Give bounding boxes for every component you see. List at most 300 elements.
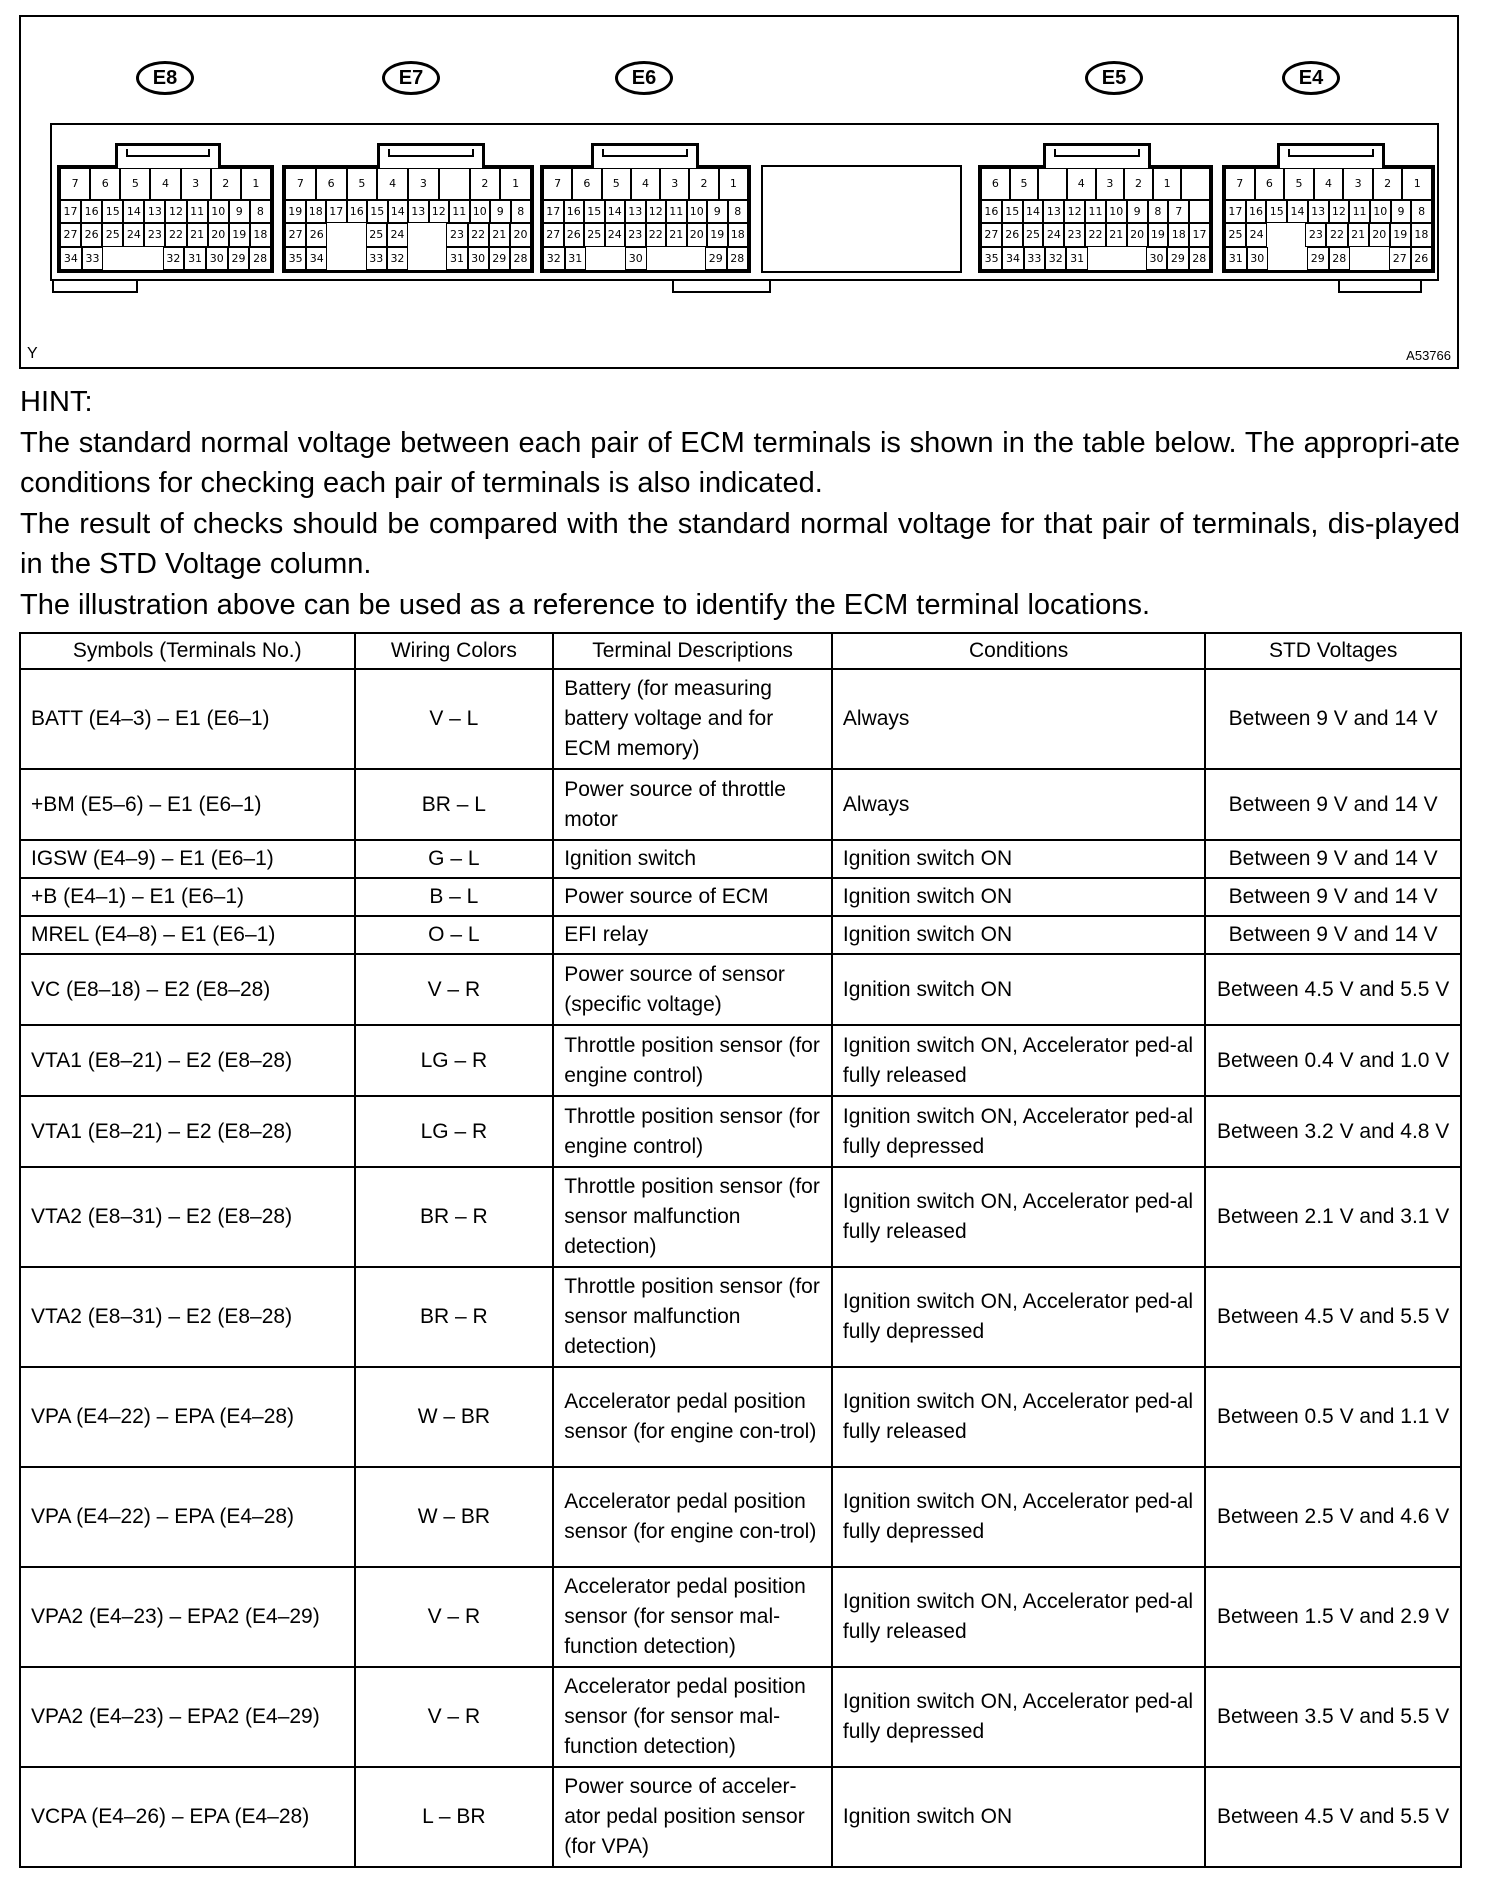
terminal-gap xyxy=(103,247,123,270)
description-cell: Throttle position sensor (for engine control) xyxy=(553,1096,832,1167)
wiring-color-cell: V – R xyxy=(355,1667,554,1767)
hint-section xyxy=(20,382,1460,625)
terminal-row xyxy=(60,168,271,200)
terminal-e6-18: 18 xyxy=(728,223,749,246)
symbol-cell: VTA1 (E8–21) – E2 (E8–28) xyxy=(20,1025,355,1096)
terminal-e7-35: 35 xyxy=(285,247,306,270)
terminal-gap xyxy=(123,247,143,270)
terminal-e8-8: 8 xyxy=(250,200,271,223)
terminal-e7-22: 22 xyxy=(468,223,489,246)
terminal-e7-21: 21 xyxy=(489,223,510,246)
connector-label-e6: E6 xyxy=(615,61,673,95)
terminal-e6-24: 24 xyxy=(605,223,626,246)
terminal-gap xyxy=(347,223,366,246)
terminal-e6-13: 13 xyxy=(625,200,646,223)
hint-paragraph: The standard normal voltage between each pair of ECM terminals is shown in the table below. The appropri-ate conditions for checking each pair of terminals is also indicated. xyxy=(20,426,1460,499)
terminal-e5-34: 34 xyxy=(1002,247,1023,270)
terminal-e8-3: 3 xyxy=(181,168,211,200)
terminal-gap xyxy=(1370,247,1390,270)
std-voltage-cell: Between 4.5 V and 5.5 V xyxy=(1205,1267,1461,1367)
terminal-gap xyxy=(1088,247,1107,270)
condition-cell: Ignition switch ON, Accelerator ped-al fully released xyxy=(832,1367,1205,1467)
connector-label-e4: E4 xyxy=(1282,61,1340,95)
terminal-e5-2: 2 xyxy=(1124,168,1153,200)
terminal-e7-8: 8 xyxy=(511,200,532,223)
terminal-row xyxy=(543,247,748,270)
terminal-e8-33: 33 xyxy=(82,247,104,270)
terminal-e4-8: 8 xyxy=(1411,200,1432,223)
terminal-e7-24: 24 xyxy=(387,223,408,246)
connector-e7 xyxy=(282,165,534,273)
terminal-e4-14: 14 xyxy=(1287,200,1308,223)
terminal-e6-1: 1 xyxy=(719,168,748,200)
terminal-e7-27: 27 xyxy=(285,223,306,246)
wiring-color-cell: BR – R xyxy=(355,1167,554,1267)
terminal-row xyxy=(543,168,748,200)
description-cell: Power source of throttle motor xyxy=(553,769,832,840)
terminal-e6-31: 31 xyxy=(565,247,587,270)
terminal-e8-6: 6 xyxy=(90,168,120,200)
condition-cell: Ignition switch ON xyxy=(832,954,1205,1025)
symbol-cell: VTA2 (E8–31) – E2 (E8–28) xyxy=(20,1167,355,1267)
condition-cell: Ignition switch ON, Accelerator ped-al fully released xyxy=(832,1567,1205,1667)
symbol-cell: +BM (E5–6) – E1 (E6–1) xyxy=(20,769,355,840)
wiring-color-cell: LG – R xyxy=(355,1096,554,1167)
terminal-e4-6: 6 xyxy=(1255,168,1285,200)
condition-cell: Always xyxy=(832,769,1205,840)
terminal-row xyxy=(285,168,531,200)
terminal-e7-6: 6 xyxy=(316,168,347,200)
condition-cell: Ignition switch ON xyxy=(832,1767,1205,1867)
terminal-e6-10: 10 xyxy=(687,200,708,223)
wiring-color-cell: W – BR xyxy=(355,1367,554,1467)
terminal-row xyxy=(1225,223,1432,246)
std-voltage-cell: Between 2.1 V and 3.1 V xyxy=(1205,1167,1461,1267)
symbol-cell: VTA1 (E8–21) – E2 (E8–28) xyxy=(20,1096,355,1167)
terminal-e8-20: 20 xyxy=(208,223,229,246)
terminal-row xyxy=(60,223,271,246)
std-voltage-cell: Between 2.5 V and 4.6 V xyxy=(1205,1467,1461,1567)
terminal-e5-14: 14 xyxy=(1023,200,1044,223)
condition-cell: Ignition switch ON, Accelerator ped-al fully depressed xyxy=(832,1096,1205,1167)
connector-label-e8: E8 xyxy=(136,61,194,95)
terminal-e6-25: 25 xyxy=(584,223,605,246)
terminal-e5-3: 3 xyxy=(1096,168,1125,200)
terminal-e5-10: 10 xyxy=(1106,200,1127,223)
connector-blank xyxy=(761,165,962,273)
description-cell: Accelerator pedal position sensor (for engine con-trol) xyxy=(553,1467,832,1567)
terminal-e4-20: 20 xyxy=(1369,223,1390,246)
table-row xyxy=(20,1367,1461,1467)
terminal-e8-16: 16 xyxy=(81,200,102,223)
description-cell: Power source of acceler-ator pedal position sensor (for VPA) xyxy=(553,1767,832,1867)
terminal-e7-25: 25 xyxy=(366,223,387,246)
terminal-e4-9: 9 xyxy=(1391,200,1412,223)
terminal-e4-30: 30 xyxy=(1247,247,1269,270)
condition-cell: Ignition switch ON, Accelerator ped-al fully depressed xyxy=(832,1467,1205,1567)
wiring-color-cell: V – L xyxy=(355,669,554,769)
terminal-e6-4: 4 xyxy=(631,168,660,200)
terminal-e5-30: 30 xyxy=(1146,247,1167,270)
symbol-cell: VPA2 (E4–23) – EPA2 (E4–29) xyxy=(20,1567,355,1667)
terminal-e5-9: 9 xyxy=(1127,200,1148,223)
terminal-e4-31: 31 xyxy=(1225,247,1247,270)
table-row xyxy=(20,840,1461,878)
condition-cell: Ignition switch ON xyxy=(832,878,1205,916)
housing-tab xyxy=(672,281,771,293)
terminal-e7-11: 11 xyxy=(449,200,470,223)
symbol-cell: VPA (E4–22) – EPA (E4–28) xyxy=(20,1367,355,1467)
terminal-e7-17: 17 xyxy=(326,200,347,223)
condition-cell: Always xyxy=(832,669,1205,769)
terminal-gap xyxy=(427,247,446,270)
terminal-e7-34: 34 xyxy=(306,247,327,270)
terminal-e8-15: 15 xyxy=(102,200,123,223)
figure-code: A53766 xyxy=(1406,348,1451,363)
terminal-e5-25: 25 xyxy=(1023,223,1044,246)
terminal-e7-30: 30 xyxy=(468,247,489,270)
terminal-e8-28: 28 xyxy=(249,247,271,270)
condition-cell: Ignition switch ON, Accelerator ped-al fully depressed xyxy=(832,1267,1205,1367)
terminal-gap xyxy=(408,223,427,246)
std-voltage-cell: Between 3.5 V and 5.5 V xyxy=(1205,1667,1461,1767)
terminal-e6-27: 27 xyxy=(543,223,564,246)
terminal-e8-21: 21 xyxy=(187,223,208,246)
terminal-e5-blank xyxy=(1038,168,1067,200)
terminal-e5-26: 26 xyxy=(1002,223,1023,246)
terminal-e8-18: 18 xyxy=(250,223,271,246)
description-cell: Power source of ECM xyxy=(553,878,832,916)
terminal-e8-7: 7 xyxy=(60,168,90,200)
terminal-e7-23: 23 xyxy=(446,223,467,246)
terminal-e5-23: 23 xyxy=(1064,223,1085,246)
terminal-e6-14: 14 xyxy=(605,200,626,223)
terminal-e7-19: 19 xyxy=(285,200,306,223)
hint-paragraph: The result of checks should be compared with the standard normal voltage for that pair of terminals, dis-played in the STD Voltage column. xyxy=(20,507,1460,580)
std-voltage-cell: Between 3.2 V and 4.8 V xyxy=(1205,1096,1461,1167)
symbol-cell: MREL (E4–8) – E1 (E6–1) xyxy=(20,916,355,954)
terminal-row xyxy=(981,247,1210,270)
terminal-e8-10: 10 xyxy=(208,200,229,223)
connector-label-e5: E5 xyxy=(1085,61,1143,95)
terminal-e5-18: 18 xyxy=(1168,223,1189,246)
terminal-e7-4: 4 xyxy=(377,168,408,200)
table-row xyxy=(20,1096,1461,1167)
terminal-row xyxy=(981,200,1210,223)
std-voltage-cell: Between 0.5 V and 1.1 V xyxy=(1205,1367,1461,1467)
header-terminal-descriptions: Terminal Descriptions xyxy=(553,633,832,669)
std-voltage-cell: Between 4.5 V and 5.5 V xyxy=(1205,1767,1461,1867)
terminal-e6-19: 19 xyxy=(707,223,728,246)
header-std-voltages: STD Voltages xyxy=(1205,633,1461,669)
wiring-color-cell: B – L xyxy=(355,878,554,916)
terminal-e4-23: 23 xyxy=(1305,223,1326,246)
terminal-e7-blank xyxy=(439,168,470,200)
terminal-e5-19: 19 xyxy=(1148,223,1169,246)
description-cell: Accelerator pedal position sensor (for sensor mal-function detection) xyxy=(553,1667,832,1767)
terminal-e5-5: 5 xyxy=(1010,168,1039,200)
table-header-row xyxy=(20,633,1461,669)
terminal-gap xyxy=(327,223,346,246)
terminal-e6-32: 32 xyxy=(543,247,565,270)
terminal-e6-21: 21 xyxy=(666,223,687,246)
symbol-cell: VPA2 (E4–23) – EPA2 (E4–29) xyxy=(20,1667,355,1767)
terminal-e8-14: 14 xyxy=(123,200,144,223)
terminal-row xyxy=(981,168,1210,200)
ecm-terminal-table xyxy=(19,632,1462,1868)
terminal-gap xyxy=(1267,223,1286,246)
terminal-e4-24: 24 xyxy=(1246,223,1267,246)
terminal-gap xyxy=(143,247,163,270)
terminal-e5-32: 32 xyxy=(1045,247,1066,270)
terminal-e7-15: 15 xyxy=(367,200,388,223)
terminal-e7-31: 31 xyxy=(446,247,467,270)
terminal-e5-7: 7 xyxy=(1168,200,1189,223)
terminal-row xyxy=(1225,247,1432,270)
terminal-e6-6: 6 xyxy=(572,168,601,200)
table-row xyxy=(20,769,1461,840)
terminal-gap xyxy=(1268,247,1288,270)
terminal-e5-28: 28 xyxy=(1189,247,1210,270)
terminal-e4-3: 3 xyxy=(1343,168,1373,200)
symbol-cell: VTA2 (E8–31) – E2 (E8–28) xyxy=(20,1267,355,1367)
description-cell: Throttle position sensor (for sensor malfunction detection) xyxy=(553,1167,832,1267)
terminal-e5-17: 17 xyxy=(1189,223,1210,246)
terminal-row xyxy=(543,223,748,246)
terminal-e4-1: 1 xyxy=(1402,168,1432,200)
terminal-gap xyxy=(347,247,366,270)
terminal-e7-16: 16 xyxy=(347,200,368,223)
terminal-e4-12: 12 xyxy=(1329,200,1350,223)
corner-label: Y xyxy=(27,345,38,362)
terminal-e5-29: 29 xyxy=(1167,247,1188,270)
terminal-e4-25: 25 xyxy=(1225,223,1246,246)
hint-title: HINT: xyxy=(20,386,93,418)
terminal-e4-2: 2 xyxy=(1373,168,1403,200)
condition-cell: Ignition switch ON, Accelerator ped-al fully depressed xyxy=(832,1667,1205,1767)
terminal-e5-22: 22 xyxy=(1085,223,1106,246)
terminal-e6-8: 8 xyxy=(728,200,749,223)
terminal-e6-2: 2 xyxy=(689,168,718,200)
terminal-e8-12: 12 xyxy=(165,200,186,223)
condition-cell: Ignition switch ON, Accelerator ped-al fully released xyxy=(832,1025,1205,1096)
table-row xyxy=(20,1767,1461,1867)
terminal-e5-8: 8 xyxy=(1148,200,1169,223)
terminal-e7-28: 28 xyxy=(510,247,531,270)
terminal-e4-4: 4 xyxy=(1314,168,1344,200)
terminal-e5-1: 1 xyxy=(1153,168,1182,200)
wiring-color-cell: LG – R xyxy=(355,1025,554,1096)
ecm-connector-diagram xyxy=(19,15,1459,369)
terminal-gap xyxy=(647,247,667,270)
table-row xyxy=(20,878,1461,916)
terminal-row xyxy=(1225,200,1432,223)
terminal-e7-13: 13 xyxy=(408,200,429,223)
terminal-e4-22: 22 xyxy=(1326,223,1347,246)
terminal-e8-34: 34 xyxy=(60,247,82,270)
terminal-e7-9: 9 xyxy=(490,200,511,223)
description-cell: Ignition switch xyxy=(553,840,832,878)
terminal-e5-15: 15 xyxy=(1002,200,1023,223)
terminal-e7-1: 1 xyxy=(500,168,531,200)
terminal-e8-1: 1 xyxy=(241,168,271,200)
terminal-e6-26: 26 xyxy=(564,223,585,246)
connector-e6 xyxy=(540,165,751,273)
std-voltage-cell: Between 9 V and 14 V xyxy=(1205,669,1461,769)
terminal-e6-5: 5 xyxy=(602,168,631,200)
table-row xyxy=(20,669,1461,769)
terminal-e5-6: 6 xyxy=(981,168,1010,200)
terminal-e7-32: 32 xyxy=(387,247,408,270)
terminal-e8-31: 31 xyxy=(184,247,206,270)
terminal-e8-32: 32 xyxy=(163,247,185,270)
terminal-e8-30: 30 xyxy=(206,247,228,270)
wiring-color-cell: W – BR xyxy=(355,1467,554,1567)
terminal-e7-7: 7 xyxy=(285,168,316,200)
terminal-e4-29: 29 xyxy=(1307,247,1329,270)
terminal-gap xyxy=(586,247,606,270)
terminal-e8-4: 4 xyxy=(150,168,180,200)
symbol-cell: VPA (E4–22) – EPA (E4–28) xyxy=(20,1467,355,1567)
connector-e8 xyxy=(57,165,274,273)
connector-e5 xyxy=(978,165,1213,273)
terminal-e5-24: 24 xyxy=(1043,223,1064,246)
terminal-e7-20: 20 xyxy=(510,223,531,246)
std-voltage-cell: Between 9 V and 14 V xyxy=(1205,916,1461,954)
terminal-e8-9: 9 xyxy=(229,200,250,223)
condition-cell: Ignition switch ON, Accelerator ped-al fully released xyxy=(832,1167,1205,1267)
symbol-cell: BATT (E4–3) – E1 (E6–1) xyxy=(20,669,355,769)
terminal-gap xyxy=(408,247,427,270)
terminal-e4-21: 21 xyxy=(1348,223,1369,246)
terminal-e5-27: 27 xyxy=(981,223,1002,246)
terminal-e8-22: 22 xyxy=(165,223,186,246)
table-row xyxy=(20,916,1461,954)
terminal-e6-11: 11 xyxy=(666,200,687,223)
table-row xyxy=(20,1567,1461,1667)
terminal-row xyxy=(285,200,531,223)
terminal-row xyxy=(981,223,1210,246)
terminal-row xyxy=(543,200,748,223)
terminal-e5-blank xyxy=(1189,200,1210,223)
terminal-e5-blank xyxy=(1181,168,1210,200)
terminal-e5-35: 35 xyxy=(981,247,1002,270)
terminal-e6-7: 7 xyxy=(543,168,572,200)
table-row xyxy=(20,1667,1461,1767)
terminal-gap xyxy=(1286,223,1305,246)
table-row xyxy=(20,954,1461,1025)
terminal-e4-26: 26 xyxy=(1411,247,1433,270)
terminal-gap xyxy=(1127,247,1146,270)
terminal-e8-17: 17 xyxy=(60,200,81,223)
header-wiring-colors: Wiring Colors xyxy=(355,633,554,669)
terminal-e5-21: 21 xyxy=(1106,223,1127,246)
header-conditions: Conditions xyxy=(832,633,1205,669)
std-voltage-cell: Between 0.4 V and 1.0 V xyxy=(1205,1025,1461,1096)
condition-cell: Ignition switch ON xyxy=(832,916,1205,954)
terminal-e6-3: 3 xyxy=(660,168,689,200)
terminal-e6-12: 12 xyxy=(646,200,667,223)
terminal-row xyxy=(285,223,531,246)
terminal-e5-11: 11 xyxy=(1085,200,1106,223)
terminal-e4-17: 17 xyxy=(1225,200,1246,223)
description-cell: Accelerator pedal position sensor (for engine con-trol) xyxy=(553,1367,832,1467)
terminal-e4-10: 10 xyxy=(1370,200,1391,223)
std-voltage-cell: Between 4.5 V and 5.5 V xyxy=(1205,954,1461,1025)
description-cell: Power source of sensor (specific voltage) xyxy=(553,954,832,1025)
terminal-e5-20: 20 xyxy=(1127,223,1148,246)
terminal-e8-26: 26 xyxy=(81,223,102,246)
description-cell: Battery (for measuring battery voltage and for ECM memory) xyxy=(553,669,832,769)
terminal-e5-31: 31 xyxy=(1066,247,1087,270)
terminal-e5-13: 13 xyxy=(1043,200,1064,223)
table-row xyxy=(20,1167,1461,1267)
description-cell: Throttle position sensor (for sensor malfunction detection) xyxy=(553,1267,832,1367)
hint-paragraph: The illustration above can be used as a reference to identify the ECM terminal locations. xyxy=(20,588,1150,621)
terminal-e4-5: 5 xyxy=(1284,168,1314,200)
terminal-e8-25: 25 xyxy=(102,223,123,246)
terminal-e4-18: 18 xyxy=(1411,223,1432,246)
terminal-e7-10: 10 xyxy=(470,200,491,223)
terminal-e6-30: 30 xyxy=(625,247,647,270)
terminal-e7-33: 33 xyxy=(366,247,387,270)
terminal-gap xyxy=(606,247,626,270)
terminal-e6-16: 16 xyxy=(564,200,585,223)
table-row xyxy=(20,1467,1461,1567)
terminal-e8-5: 5 xyxy=(120,168,150,200)
terminal-e5-4: 4 xyxy=(1067,168,1096,200)
terminal-e8-29: 29 xyxy=(228,247,250,270)
terminal-e8-11: 11 xyxy=(187,200,208,223)
wiring-color-cell: O – L xyxy=(355,916,554,954)
std-voltage-cell: Between 9 V and 14 V xyxy=(1205,878,1461,916)
terminal-e7-29: 29 xyxy=(489,247,510,270)
terminal-row xyxy=(1225,168,1432,200)
description-cell: Throttle position sensor (for engine control) xyxy=(553,1025,832,1096)
terminal-e8-24: 24 xyxy=(123,223,144,246)
terminal-e4-11: 11 xyxy=(1349,200,1370,223)
terminal-gap xyxy=(666,247,686,270)
wiring-color-cell: V – R xyxy=(355,1567,554,1667)
wiring-color-cell: G – L xyxy=(355,840,554,878)
ecm-housing xyxy=(50,123,1439,281)
terminal-gap xyxy=(1350,247,1370,270)
housing-tab xyxy=(52,281,138,293)
housing-tab xyxy=(1338,281,1422,293)
std-voltage-cell: Between 9 V and 14 V xyxy=(1205,769,1461,840)
terminal-e6-15: 15 xyxy=(584,200,605,223)
std-voltage-cell: Between 9 V and 14 V xyxy=(1205,840,1461,878)
connector-label-e7: E7 xyxy=(382,61,440,95)
terminal-row xyxy=(60,200,271,223)
terminal-e8-2: 2 xyxy=(211,168,241,200)
std-voltage-cell: Between 1.5 V and 2.9 V xyxy=(1205,1567,1461,1667)
terminal-e8-13: 13 xyxy=(144,200,165,223)
symbol-cell: +B (E4–1) – E1 (E6–1) xyxy=(20,878,355,916)
terminal-row xyxy=(60,247,271,270)
terminal-e6-22: 22 xyxy=(646,223,667,246)
header-symbols: Symbols (Terminals No.) xyxy=(20,633,355,669)
terminal-e5-33: 33 xyxy=(1024,247,1045,270)
terminal-e7-2: 2 xyxy=(470,168,501,200)
terminal-e4-7: 7 xyxy=(1225,168,1255,200)
terminal-gap xyxy=(427,223,446,246)
connector-e4 xyxy=(1222,165,1435,273)
wiring-color-cell: BR – R xyxy=(355,1267,554,1367)
terminal-e5-16: 16 xyxy=(981,200,1002,223)
condition-cell: Ignition switch ON xyxy=(832,840,1205,878)
description-cell: Accelerator pedal position sensor (for sensor mal-function detection) xyxy=(553,1567,832,1667)
